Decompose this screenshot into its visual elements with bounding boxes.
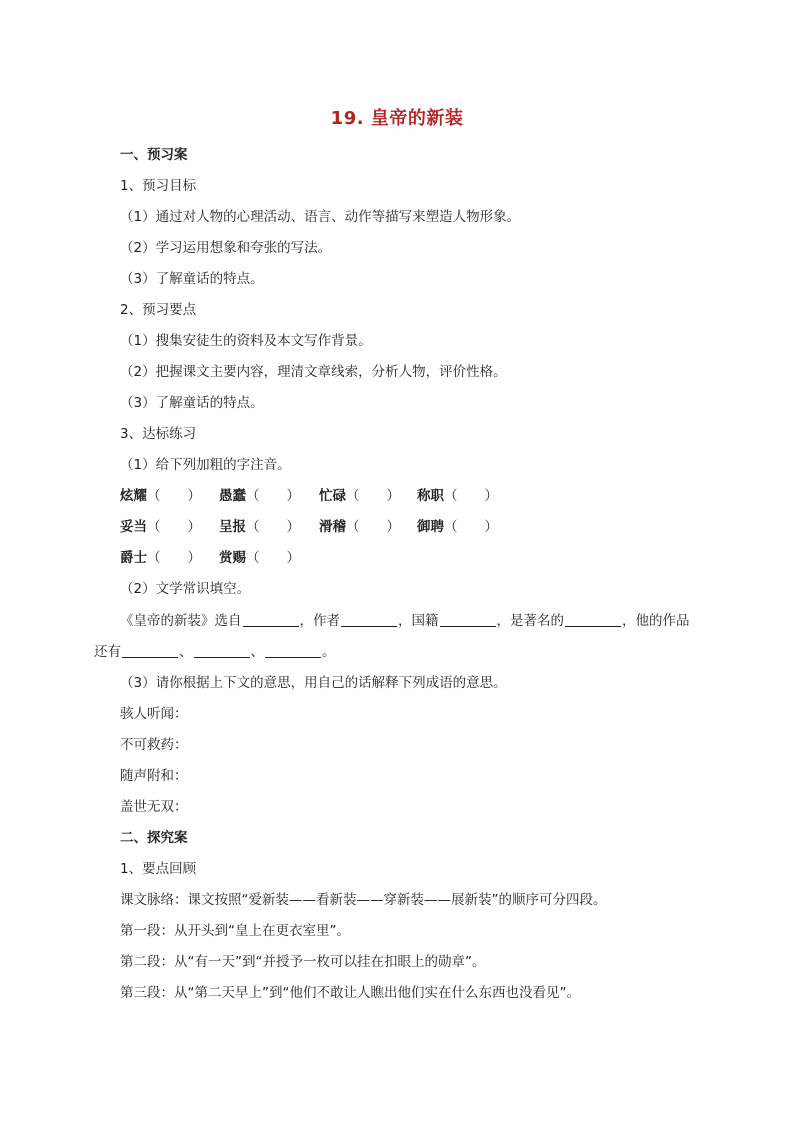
key-point-2: （2）把握课文主要内容，理清文章线索，分析人物，评价性格。 xyxy=(120,364,507,380)
answer-blank[interactable] xyxy=(265,643,321,658)
idiom-item: 骇人听闻： xyxy=(120,706,188,722)
review-outline: 课文脉络：课文按照“爱新装——看新装——穿新装——展新装”的顺序可分四段。 xyxy=(120,892,607,908)
goal-item-2: （2）学习运用想象和夸张的写法。 xyxy=(120,240,332,256)
subheading-key-points: 2、预习要点 xyxy=(120,302,197,318)
answer-blank[interactable] xyxy=(440,612,496,627)
subheading-exercises: 3、达标练习 xyxy=(120,426,197,442)
key-point-1: （1）搜集安徒生的资料及本文写作背景。 xyxy=(120,333,372,349)
review-part-2: 第二段：从“有一天”到“并授予一枚可以挂在扣眼上的勋章”。 xyxy=(120,954,486,970)
review-part-1: 第一段：从开头到“皇上在更衣室里”。 xyxy=(120,923,350,939)
pinyin-item: 爵士（ ） xyxy=(120,550,201,566)
pinyin-item: 赏赐（ ） xyxy=(219,550,300,566)
subheading-review: 1、要点回顾 xyxy=(120,861,197,877)
pinyin-item: 忙碌（ ） xyxy=(319,488,400,504)
exercise-1-prompt: （1）给下列加粗的字注音。 xyxy=(120,457,291,473)
pinyin-item: 炫耀（ ） xyxy=(120,488,201,504)
section-heading-preview: 一、预习案 xyxy=(120,147,188,163)
key-point-3: （3）了解童话的特点。 xyxy=(120,395,264,411)
pinyin-item: 愚蠢（ ） xyxy=(219,488,300,504)
pinyin-item: 御聘（ ） xyxy=(417,519,498,535)
fill-blank-line-2: 还有 、 、 。 xyxy=(94,644,336,660)
answer-blank[interactable] xyxy=(122,643,178,658)
pinyin-item: 妥当（ ） xyxy=(120,519,201,535)
answer-blank[interactable] xyxy=(565,612,621,627)
goal-item-3: （3）了解童话的特点。 xyxy=(120,271,264,287)
idiom-item: 随声附和： xyxy=(120,768,188,784)
goal-item-1: （1）通过对人物的心理活动、语言、动作等描写来塑造人物形象。 xyxy=(120,209,521,225)
exercise-3-prompt: （3）请你根据上下文的意思，用自己的话解释下列成语的意思。 xyxy=(120,675,507,691)
answer-blank[interactable] xyxy=(243,612,299,627)
pinyin-item: 称职（ ） xyxy=(417,488,498,504)
fill-blank-line-1: 《皇帝的新装》选自 ，作者 ，国籍 ，是著名的 ，他的作品 xyxy=(120,613,690,629)
exercise-2-prompt: （2）文学常识填空。 xyxy=(120,581,251,597)
pinyin-item: 滑稽（ ） xyxy=(319,519,400,535)
idiom-item: 盖世无双： xyxy=(120,799,188,815)
answer-blank[interactable] xyxy=(341,612,397,627)
page-title: 19. 皇帝的新装 xyxy=(330,108,464,129)
pinyin-item: 呈报（ ） xyxy=(219,519,300,535)
idiom-item: 不可救药： xyxy=(120,737,188,753)
section-heading-explore: 二、探究案 xyxy=(120,830,188,846)
subheading-goals: 1、预习目标 xyxy=(120,178,197,194)
review-part-3: 第三段：从“第二天早上”到“他们不敢让人瞧出他们实在什么东西也没看见”。 xyxy=(120,985,580,1001)
answer-blank[interactable] xyxy=(194,643,250,658)
